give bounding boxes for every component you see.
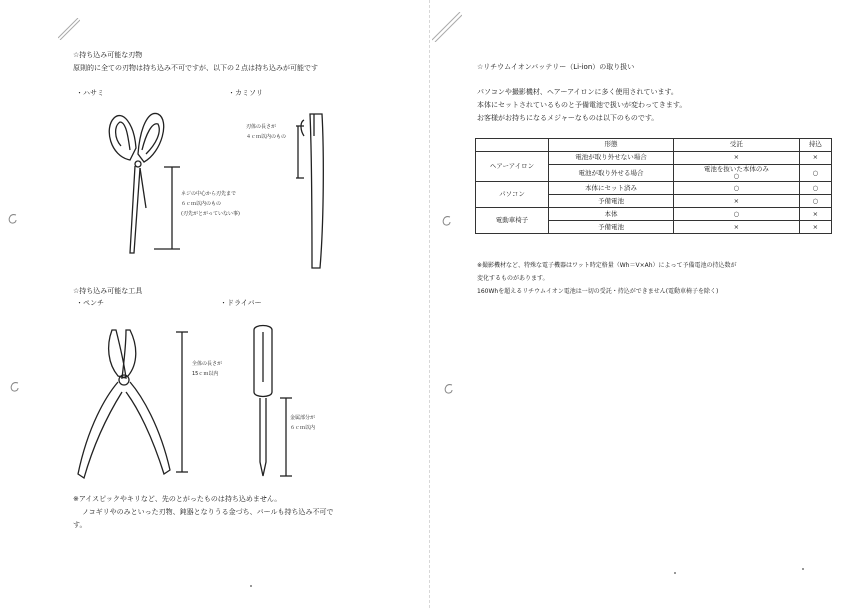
pliers-note-line2: 15ｃｍ以内 <box>192 371 219 377</box>
checked-cell: × <box>674 195 800 208</box>
form-cell: 予備電池 <box>549 195 674 208</box>
category-wheelchair: 電動車椅子 <box>476 208 549 234</box>
punch-hole-mark <box>442 212 452 224</box>
pliers-dimension-line <box>174 330 190 476</box>
screwdriver-illustration <box>250 322 280 480</box>
form-cell: 予備電池 <box>549 221 674 234</box>
scan-speck <box>802 568 804 570</box>
checked-cell: × <box>674 152 800 165</box>
checked-cell: ○ <box>674 208 800 221</box>
punch-hole-mark <box>444 380 454 392</box>
razor-note-line1: 刃体の長さが <box>246 124 277 130</box>
table-header: 持込 <box>799 139 831 152</box>
scan-speck <box>250 585 252 587</box>
carry-cell: ○ <box>799 165 831 182</box>
carry-cell: ○ <box>799 195 831 208</box>
carry-cell: ○ <box>799 182 831 195</box>
battery-table <box>475 138 832 234</box>
battery-intro-line1: パソコンや撮影機材、ヘアーアイロンに多く使用されています。 <box>477 88 678 96</box>
table-header-row <box>476 139 832 152</box>
checked-cell-line2: ○ <box>733 172 740 181</box>
scissors-dimension-line <box>150 165 190 255</box>
driver-dimension-line <box>280 396 294 480</box>
form-cell: 電池が取り外せる場合 <box>549 165 674 182</box>
razor-label: ・カミソリ <box>228 89 263 97</box>
table-header: 形態 <box>549 139 674 152</box>
carry-cell: × <box>799 152 831 165</box>
form-cell: 電池が取り外せない場合 <box>549 152 674 165</box>
table-row <box>476 182 832 195</box>
scan-speck <box>674 572 676 574</box>
footer-line3: す。 <box>73 521 87 529</box>
category-pc: パソコン <box>476 182 549 208</box>
razor-note-line2: ４ｃｍ以内のもの <box>246 134 287 140</box>
scissors-note-line3: (刃先がとがっていない事) <box>181 211 240 217</box>
battery-intro-line2: 本体にセットされているものと予備電池で扱いが変わってきます。 <box>477 101 687 109</box>
table-row <box>476 208 832 221</box>
footer-line2: ノコギリやのみといった刃物、鈍器となりうる金づち、バールも持ち込み不可で <box>82 508 334 516</box>
right-page <box>429 0 858 608</box>
form-cell: 本体 <box>549 208 674 221</box>
section1-description: 原則的に全ての刃物は持ち込み不可ですが、以下の２点は持ち込みが可能です <box>73 64 318 72</box>
battery-note-line3: 160Whを超えるリチウムイオン電池は一切の受託・持込ができません(電動車椅子を除く) <box>477 288 719 295</box>
checked-cell: × <box>674 221 800 234</box>
scissors-note-line1: ネジの中心から刃先まで <box>181 191 237 197</box>
battery-intro-line3: お客様がお持ちになるメジャーなものは以下のものです。 <box>477 114 659 122</box>
carry-cell: × <box>799 221 831 234</box>
scan-corner-mark <box>432 12 462 46</box>
driver-note-line1: 金属部分が <box>290 415 316 421</box>
section1-title: ☆持ち込み可能な刃物 <box>73 51 143 59</box>
checked-cell <box>674 165 800 182</box>
scan-corner-mark <box>58 18 80 44</box>
checked-cell-line1: 電池を抜いた本体のみ <box>703 165 769 173</box>
punch-hole-mark <box>10 378 20 390</box>
driver-label: ・ドライバー <box>220 299 262 307</box>
table-header <box>476 139 549 152</box>
punch-hole-mark <box>8 210 18 222</box>
category-hair-iron: ヘアーアイロン <box>476 152 549 182</box>
battery-note-line1: ※撮影機材など、特殊な電子機器はワット時定格量（Wh＝V×Ah）によって予備電池の持込数が <box>477 262 737 269</box>
scissors-label: ・ハサミ <box>76 89 104 97</box>
form-cell: 本体にセット済み <box>549 182 674 195</box>
pliers-label: ・ペンチ <box>76 299 104 307</box>
table-row <box>476 152 832 165</box>
battery-section-title: ☆リチウムイオンバッテリー（Li-ion）の取り扱い <box>477 63 635 71</box>
scissors-note-line2: ６ｃｍ以内のもの <box>181 201 222 207</box>
razor-dimension-line <box>296 124 310 184</box>
pliers-note-line1: 全体の長さが <box>192 361 223 367</box>
table-header: 受託 <box>674 139 800 152</box>
driver-note-line2: ６ｃｍ以内 <box>290 425 316 431</box>
section2-title: ☆持ち込み可能な工具 <box>73 287 143 295</box>
footer-line1: ※アイスピックやキリなど、先のとがったものは持ち込めません。 <box>73 495 282 503</box>
checked-cell: ○ <box>674 182 800 195</box>
carry-cell: × <box>799 208 831 221</box>
battery-note-line2: 変化するものがあります。 <box>477 275 549 282</box>
pliers-illustration <box>76 326 176 482</box>
